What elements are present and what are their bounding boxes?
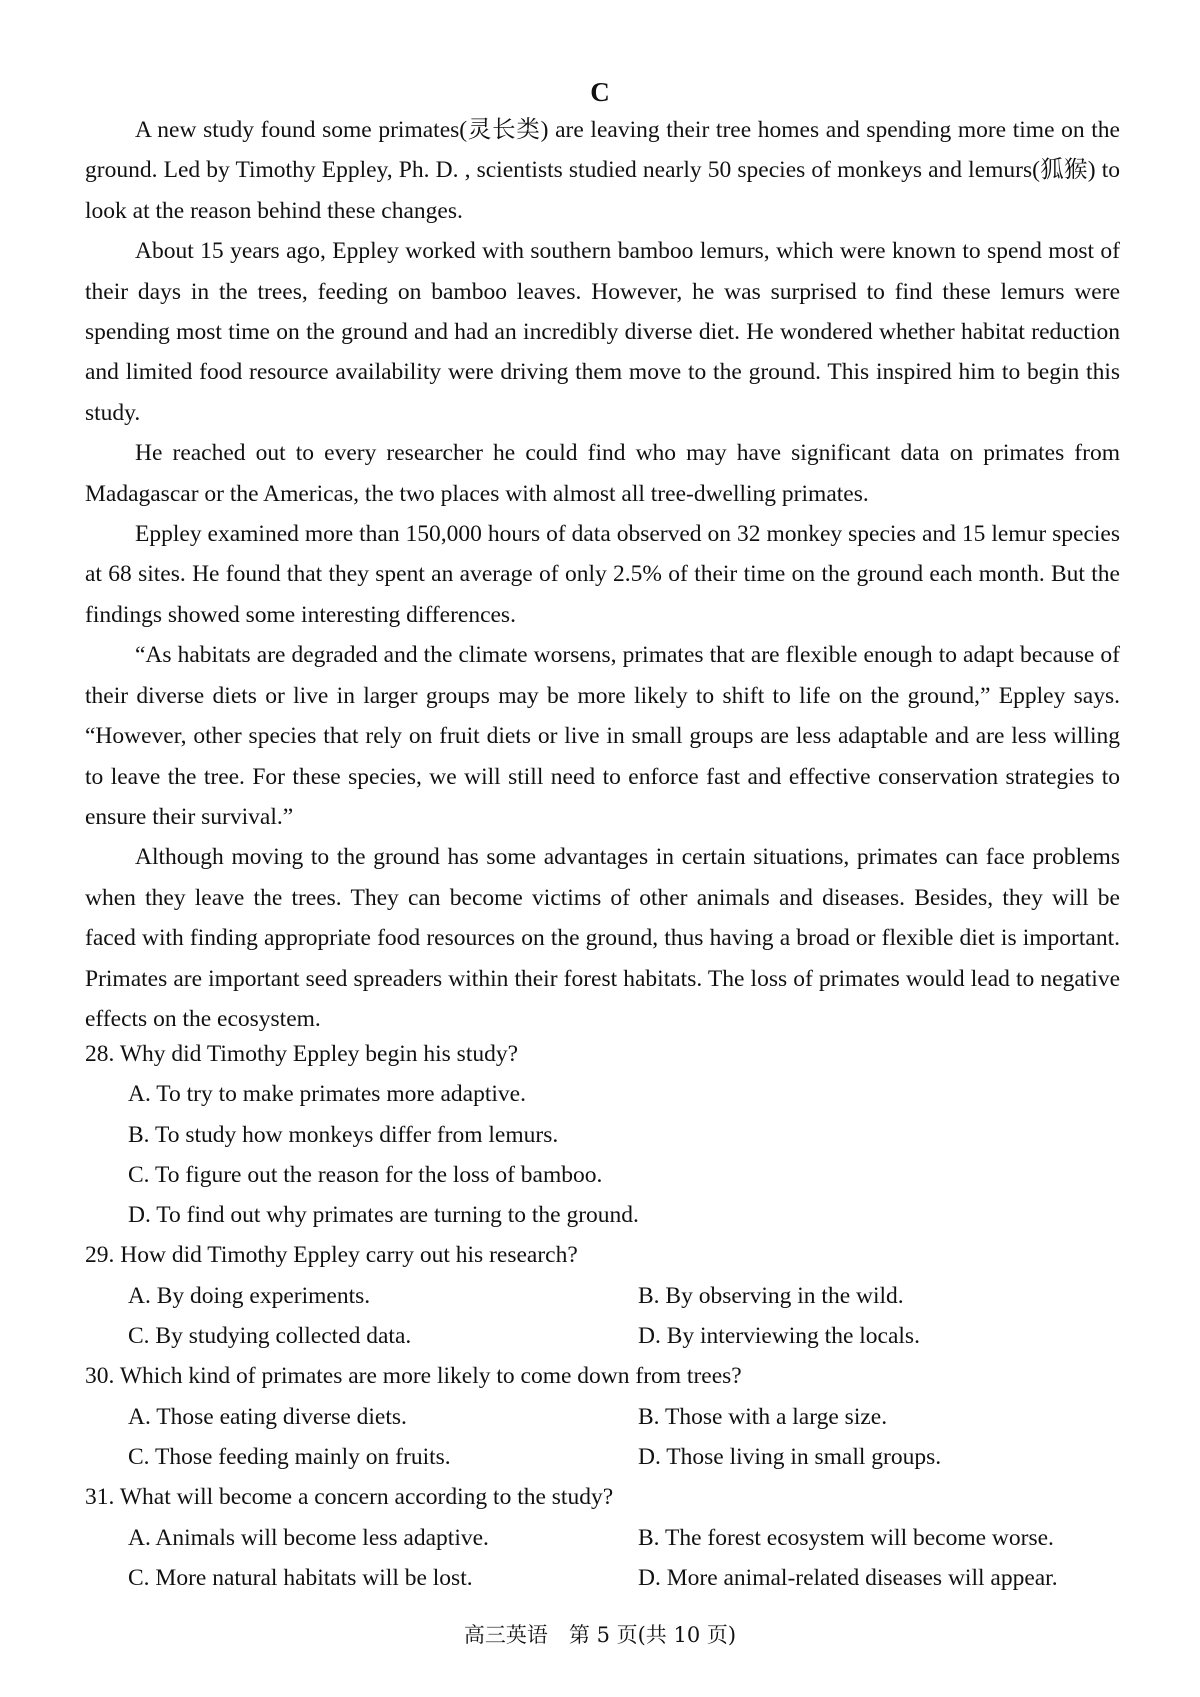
section-heading: C [590,77,610,107]
question-text: Which kind of primates are more likely to come down from trees? [119,1363,742,1390]
option-d: D. Those living in small groups. [638,1443,942,1470]
question-list [85,1034,1125,1598]
option-list [85,1074,1125,1235]
option-b: B. Those with a large size. [638,1403,888,1430]
option-c: C. By studying collected data. [128,1323,412,1350]
passage-paragraph: He reached out to every researcher he could find who may have significant data on primates from Madagascar or the Americas, the two places with almost all tree-dwelling primates. [85,440,1120,507]
question-number: 30. [85,1363,115,1390]
question-30 [85,1356,1125,1477]
question-text: What will become a concern according to the study? [119,1484,614,1511]
reading-passage [85,110,1120,1039]
question-text: Why did Timothy Eppley begin his study? [119,1041,519,1067]
option-d: D. By interviewing the locals. [638,1323,920,1350]
question-number: 31. [85,1484,115,1511]
question-stem [85,1477,1125,1517]
option-a: A. Animals will become less adaptive. [128,1524,489,1551]
question-number: 28. [85,1041,115,1067]
option-c: C. To figure out the reason for the loss of bamboo. [128,1161,603,1188]
question-number: 29. [85,1242,115,1269]
question-29 [85,1235,1125,1356]
question-stem [85,1034,1125,1074]
option-b: B. The forest ecosystem will become worse. [638,1524,1054,1551]
option-c: C. More natural habitats will be lost. [128,1564,473,1591]
passage-paragraph: Eppley examined more than 150,000 hours of data observed on 32 monkey species and 15 lemur species at 68 sites. He found that they spent an average of only 2.5% of their time on the ground each month. But the findings showed some interesting differences. [85,521,1120,628]
question-text: How did Timothy Eppley carry out his research? [120,1242,578,1269]
option-b: B. To study how monkeys differ from lemurs. [128,1121,559,1148]
option-a: A. By doing experiments. [128,1282,371,1309]
question-31 [85,1477,1125,1598]
option-d: D. More animal-related diseases will appear. [638,1564,1058,1591]
question-stem [85,1356,1125,1396]
option-a: A. Those eating diverse diets. [128,1403,407,1430]
option-b: B. By observing in the wild. [638,1282,904,1309]
passage-paragraph: Although moving to the ground has some advantages in certain situations, primates can face problems when they leave the trees. They can become victims of other animals and diseases. Besides, they will be faced with finding appropriate food resources on the ground, thus having a broad or flexible diet is important. Primates are important seed spreaders within their forest habitats. The loss of primates would lead to negative effects on the ecosystem. [85,844,1120,1032]
option-c: C. Those feeding mainly on fruits. [128,1443,451,1470]
passage-paragraph: “As habitats are degraded and the climate worsens, primates that are flexible enough to adapt because of their diverse diets or live in larger groups may be more likely to shift to life on the ground,” Eppley says. “However, other species that rely on fruit diets or live in small groups are less adaptable and are less willing to leave the tree. For these species, we will still need to enforce fast and effective conservation strategies to ensure their survival.” [85,642,1120,830]
option-d: D. To find out why primates are turning to the ground. [128,1202,639,1229]
passage-paragraph: About 15 years ago, Eppley worked with southern bamboo lemurs, which were known to spend most of their days in the trees, feeding on bamboo leaves. However, he was surprised to find these lemurs were spending most time on the ground and had an incredibly diverse diet. He wondered whether habitat reduction and limited food resource availability were driving them move to the ground. This inspired him to begin this study. [85,238,1120,426]
question-28 [85,1034,1125,1235]
option-a: A. To try to make primates more adaptive. [128,1081,526,1108]
page-footer: 高三英语 第 5 页(共 10 页) [463,1623,737,1647]
passage-paragraph: A new study found some primates(灵长类) are leaving their tree homes and spending more time on the ground. Led by Timothy Eppley, Ph. D. , scientists studied nearly 50 species of monkeys and lemurs(狐猴) to look at the reason behind these changes. [85,117,1120,224]
option-list [85,1518,1125,1599]
option-list [85,1276,1125,1357]
option-list [85,1397,1125,1478]
question-stem [85,1235,1125,1275]
